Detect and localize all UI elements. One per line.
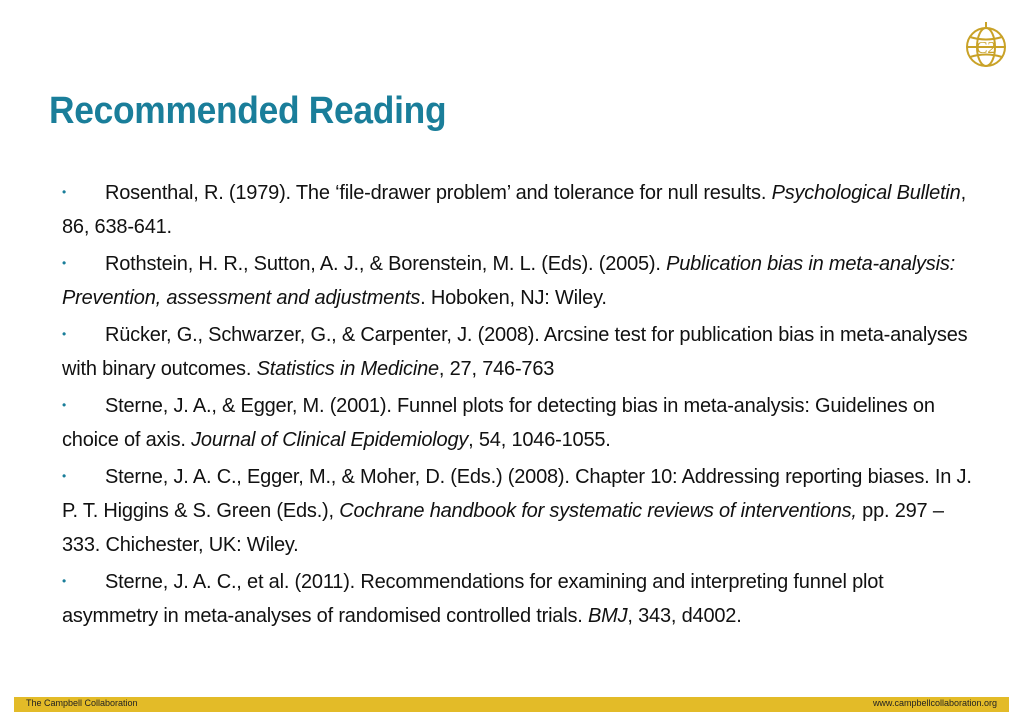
reference-item (62, 246, 972, 315)
reference-text: Sterne, J. A. C., et al. (2011). Recommendations for examining and interpreting funnel plot asymmetry in meta-analyses of randomised controlled trials. (62, 571, 884, 627)
reference-source-title: Publication bias in meta-analysis: Prevention, assessment and adjustments (62, 253, 955, 309)
reference-item (62, 317, 972, 386)
reference-text: Rücker, G., Schwarzer, G., & Carpenter, J. (2008). Arcsine test for publication bias in meta-analyses with binary outcomes. (62, 324, 968, 380)
footer-website-link[interactable]: www.campbellcollaboration.org (872, 698, 997, 708)
reference-text: Rosenthal, R. (1979). The ‘file-drawer problem’ and tolerance for null results. (105, 182, 772, 204)
reference-source-title: Journal of Clinical Epidemiology (191, 429, 469, 451)
reference-text: , 54, 1046-1055. (468, 429, 611, 451)
footer-organization: The Campbell Collaboration (26, 698, 138, 708)
reference-item (62, 175, 972, 244)
bullet-icon: • (62, 398, 67, 412)
reference-text: pp. 297 – 333. Chichester, UK: Wiley. (62, 500, 944, 556)
reference-text: , 343, d4002. (627, 605, 742, 627)
reference-source-title: BMJ (588, 605, 628, 627)
reference-source-title: Cochrane handbook for systematic reviews of interventions, (339, 500, 857, 522)
logo-text: C2 (976, 38, 996, 57)
reference-item (62, 564, 972, 633)
footer-bar (14, 697, 1009, 712)
bullet-icon: • (62, 185, 67, 199)
reference-text: . Hoboken, NJ: Wiley. (420, 287, 607, 309)
campbell-globe-icon (962, 20, 1010, 72)
bullet-icon: • (62, 327, 67, 341)
reference-list (62, 175, 972, 635)
reference-text: Rothstein, H. R., Sutton, A. J., & Borenstein, M. L. (Eds). (2005). (105, 253, 667, 275)
reference-text: , 27, 746-763 (438, 358, 555, 380)
reference-text: , 86, 638-641. (62, 182, 966, 238)
reference-item (62, 459, 972, 562)
page-title: Recommended Reading (49, 90, 447, 132)
reference-source-title: Psychological Bulletin (771, 182, 961, 204)
bullet-icon: • (62, 574, 67, 588)
reference-source-title: Statistics in Medicine (256, 358, 439, 380)
bullet-icon: • (62, 469, 67, 483)
reference-item (62, 388, 972, 457)
bullet-icon: • (62, 256, 67, 270)
reference-text: Sterne, J. A. C., Egger, M., & Moher, D. (Eds.) (2008). Chapter 10: Addressing reporting biases. In J. P. T. Higgins & S. Green (Eds.), (62, 466, 972, 522)
reference-text: Sterne, J. A., & Egger, M. (2001). Funnel plots for detecting bias in meta-analysis: Guidelines on choice of axis. (62, 395, 935, 451)
